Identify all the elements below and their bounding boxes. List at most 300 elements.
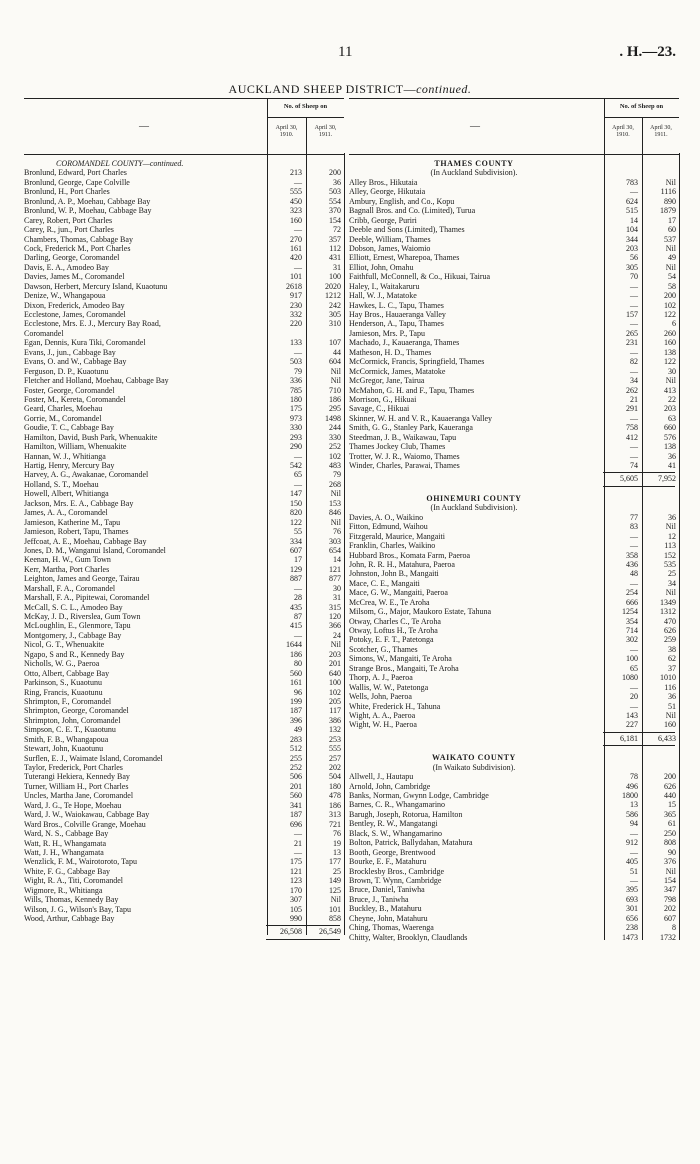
owner-name: Jackson, Mrs. E. A., Cabbage Bay: [24, 498, 134, 508]
sheep-1911: 116: [664, 682, 676, 692]
owner-name: Hubbard Bros., Komata Farm, Paeroa: [349, 550, 471, 560]
sheep-1910: 14: [630, 215, 638, 225]
sheep-1911: 58: [668, 281, 676, 291]
owner-name: Davies, A. O., Waikino: [349, 512, 424, 522]
table-row: [24, 310, 344, 319]
owner-name: Scotcher, G., Thames: [349, 644, 418, 654]
table-row: [24, 537, 344, 546]
sheep-1911: 1312: [660, 607, 676, 617]
owner-name: Bronlund, H., Port Charles: [24, 187, 110, 197]
owner-name: Winder, Charles, Parawai, Thames: [349, 461, 460, 470]
sheep-1910: 436: [626, 559, 638, 569]
owner-name: Booth, George, Brentwood: [349, 847, 436, 857]
sheep-1910: 344: [626, 234, 638, 244]
year-1911-header: April 30, 1911.: [650, 125, 672, 138]
table-row: [24, 452, 344, 461]
sheep-1911: 34: [668, 578, 676, 588]
owner-name: Thames Jockey Club, Thames: [349, 442, 446, 452]
table-row: [24, 272, 344, 281]
owner-name: Morrison, G., Hikuai: [349, 394, 417, 404]
sheep-1910: —: [630, 828, 638, 838]
sheep-1911: 121: [329, 564, 341, 574]
sheep-1911: 1498: [325, 413, 341, 423]
sheep-1911: 63: [668, 413, 676, 423]
table-row: [24, 895, 344, 904]
sheep-1910: 624: [626, 196, 638, 206]
sheep-1911: 242: [329, 300, 341, 310]
sheep-1910: 213: [290, 168, 302, 178]
total-rule: [349, 484, 679, 488]
owner-name: Parkinson, S., Kuaotunu: [24, 678, 102, 688]
sheep-1910: 82: [630, 357, 638, 367]
column-rule: [344, 153, 345, 935]
sheep-1910: 121: [290, 866, 302, 876]
owner-name: White, F. G., Cabbage Bay: [24, 866, 111, 876]
sheep-1911: 205: [329, 696, 341, 706]
sheep-1911: 12: [668, 531, 676, 541]
table-row: [349, 263, 679, 272]
sheep-1910: —: [294, 262, 302, 272]
sheep-1910: 78: [630, 772, 638, 782]
sheep-1911: 31: [333, 593, 341, 603]
total-row: [24, 927, 344, 936]
table-row: [24, 329, 344, 338]
table-row: [349, 673, 679, 682]
owner-name: Hay Bros., Hauaeranga Valley: [349, 310, 446, 319]
owner-name: Ching, Thomas, Waerenga: [349, 923, 434, 933]
sheep-1911: 200: [664, 291, 676, 301]
owner-name: Hamilton, William, Whenuakite: [24, 442, 127, 452]
sheep-1910: 175: [290, 404, 302, 414]
sheep-1910: —: [630, 541, 638, 551]
sheep-1910: —: [630, 644, 638, 654]
table-row: [349, 848, 679, 857]
table-row: [24, 886, 344, 895]
sheep-1910: —: [294, 829, 302, 839]
table-row: [24, 650, 344, 659]
table-row: [24, 735, 344, 744]
sheep-1910: 412: [626, 432, 638, 442]
owner-name: Wigmore, R., Whitianga: [24, 885, 103, 895]
sheep-1910: 101: [290, 272, 302, 282]
owner-name: Wight, R. A., Titi, Coromandel: [24, 876, 124, 886]
table-row: [349, 683, 679, 692]
sheep-1911: 160: [664, 720, 676, 730]
sheep-1910: —: [630, 682, 638, 692]
sheep-1911: Nil: [330, 517, 341, 527]
sheep-1911: 1732: [660, 932, 676, 942]
sheep-1910: 21: [294, 838, 302, 848]
owner-name: Nicol, G. T., Whenuakite: [24, 640, 105, 650]
owner-name: Wenzlick, F. M., Wairotoroto, Tapu: [24, 857, 137, 867]
sheep-1910: 1080: [622, 673, 638, 683]
owner-name: Dixon, Frederick, Amodeo Bay: [24, 300, 125, 310]
table-row: [24, 678, 344, 687]
sheep-1910: 203: [626, 243, 638, 253]
owner-name: Fletcher and Holland, Moehau, Cabbage Bay: [24, 376, 169, 386]
owner-name: Jones, D. M., Wanganui Island, Coromandel: [24, 545, 166, 555]
sheep-1911: 260: [664, 328, 676, 338]
owner-name: Barnes, C. R., Whangamarino: [349, 800, 446, 810]
sheep-1910: 607: [290, 545, 302, 555]
sheep-1910: 133: [290, 338, 302, 348]
owner-name: Marshall, F. A., Coromandel: [24, 583, 116, 593]
sheep-1911: 24: [333, 630, 341, 640]
sheep-1911: 107: [329, 338, 341, 348]
sheep-1910: 341: [290, 800, 302, 810]
sheep-1911: 654: [329, 545, 341, 555]
sheep-1911: 1212: [325, 291, 341, 301]
sheep-1910: 305: [626, 262, 638, 272]
owner-name: Strange Bros., Mangaiti, Te Aroha: [349, 663, 459, 673]
table-row: [24, 584, 344, 593]
sheep-1910: 334: [290, 536, 302, 546]
owner-name: Cheyne, John, Matahuru: [349, 913, 428, 923]
table-row: [349, 187, 679, 196]
sheep-1911: 122: [664, 357, 676, 367]
sheep-1910: —: [630, 300, 638, 310]
sheep-1910: 917: [290, 291, 302, 301]
table-row: [349, 376, 679, 385]
table-row: [349, 782, 679, 791]
table-row: [349, 513, 679, 522]
sheep-1910: 87: [294, 612, 302, 621]
table-row: [24, 829, 344, 838]
owner-name: Elliot, John, Omahu: [349, 262, 414, 272]
sheep-1911: 117: [329, 706, 341, 716]
sheep-1910: 74: [630, 461, 638, 470]
sheep-1911: 370: [329, 206, 341, 216]
sheep-1910: 28: [294, 593, 302, 603]
owner-name: Smith, F. B., Whangapoua: [24, 734, 109, 744]
table-row: [24, 688, 344, 697]
sheep-1910: 105: [290, 904, 302, 914]
sheep-1910: 415: [290, 621, 302, 631]
year-1911-header: April 30, 1911.: [314, 125, 337, 138]
sheep-1910: 990: [290, 914, 302, 923]
sheep-1910: 150: [290, 498, 302, 508]
owner-name: Wood, Arthur, Cabbage Bay: [24, 914, 115, 923]
owner-name: Hannan, W. J., Whitianga: [24, 451, 106, 461]
sheep-1911: Nil: [665, 522, 676, 532]
sheep-1910: 220: [290, 319, 302, 329]
page-number: 11: [338, 44, 353, 60]
table-row: [349, 933, 679, 942]
sheep-1911: 858: [329, 914, 341, 923]
sheep-1911: 8: [672, 923, 676, 933]
owner-name: Uncles, Martha Jane, Coromandel: [24, 791, 134, 801]
sheep-1911: 555: [329, 744, 341, 754]
owner-name: Black, S. W., Whangamarino: [349, 828, 442, 838]
sheep-1911: 154: [664, 875, 676, 885]
sheep-1910: 83: [630, 522, 638, 532]
sheep-1910: 252: [290, 763, 302, 772]
owner-name: Haley, I., Waitakaruru: [349, 281, 420, 291]
owner-name: Otway, Loftus H., Te Aroha: [349, 626, 438, 635]
table-row: [349, 664, 679, 673]
table-row: [24, 555, 344, 564]
table-row: [24, 168, 344, 177]
sheep-1910: 396: [290, 715, 302, 725]
table-row: [349, 885, 679, 894]
owner-name: Wallis, W. W., Patetonga: [349, 682, 429, 692]
sheep-1910: 560: [290, 668, 302, 678]
owner-name: Ecclestone, Mrs. E. J., Mercury Bay Road,: [24, 319, 161, 329]
county-subtitle: (In Auckland Subdivision).: [430, 503, 518, 513]
sheep-1910: 783: [626, 177, 638, 187]
sheep-1911: 431: [329, 253, 341, 263]
right-column: [349, 98, 679, 942]
sheep-1911: 41: [668, 461, 676, 470]
sheep-1910: 49: [294, 725, 302, 735]
sheep-1911: 113: [664, 541, 676, 551]
sheep-1911: 503: [329, 187, 341, 197]
table-row: [349, 800, 679, 809]
sheep-1911: 1010: [660, 673, 676, 683]
owner-name: Marshall, F. A., Pipitewai, Coromandel: [24, 593, 150, 603]
sheep-1911: 202: [664, 904, 676, 914]
sheep-1910: —: [630, 347, 638, 357]
table-row: [24, 244, 344, 253]
owner-name: Ring, Francis, Kuaotunu: [24, 687, 103, 697]
column-rule: [604, 153, 605, 940]
county-subtitle: (In Waikato Subdivision).: [432, 762, 516, 772]
total-row: [349, 474, 679, 483]
table-row: [349, 272, 679, 281]
sheep-1911: 13: [333, 847, 341, 857]
sheep-1911: 365: [664, 809, 676, 819]
table-row: [349, 876, 679, 885]
sheep-1911: 160: [664, 338, 676, 348]
sheep-1910: 973: [290, 413, 302, 423]
table-row: [349, 442, 679, 451]
sheep-1910: 330: [290, 423, 302, 433]
sheep-1911: 203: [329, 649, 341, 659]
sheep-1910: 1254: [622, 607, 638, 617]
total-1911: 26,549: [319, 927, 341, 937]
table-row: [349, 810, 679, 819]
owner-name: Henderson, A., Tapu, Thames: [349, 319, 444, 329]
table-row: [24, 282, 344, 291]
table-row: [349, 857, 679, 866]
sheep-1911: 149: [329, 876, 341, 886]
sheep-1911: 132: [329, 725, 341, 735]
owner-name: Keenan, H. W., Gum Town: [24, 555, 111, 565]
table-row: [349, 635, 679, 644]
sheep-1910: —: [630, 875, 638, 885]
sheep-1911: 76: [333, 527, 341, 537]
table-row: [24, 659, 344, 668]
owner-name: Dawson, Herbert, Mercury Island, Kuaotunu: [24, 281, 168, 291]
sheep-1910: —: [630, 281, 638, 291]
table-row: [24, 433, 344, 442]
owner-name: Denize, W., Whangapoua: [24, 291, 106, 301]
table-row: [24, 461, 344, 470]
sheep-1911: 202: [329, 763, 341, 772]
table-row: [24, 640, 344, 649]
column-rule: [642, 153, 643, 940]
table-row: [24, 820, 344, 829]
owner-name: Goudie, T. C., Cabbage Bay: [24, 423, 114, 433]
table-row: [349, 386, 679, 395]
sheep-1911: 60: [668, 225, 676, 235]
sheep-1911: 49: [668, 253, 676, 263]
sheep-1910: 56: [630, 253, 638, 263]
sheep-1910: 293: [290, 432, 302, 442]
sheep-1911: 250: [664, 828, 676, 838]
sheep-1911: 253: [329, 734, 341, 744]
owner-name: Surflen, E. J., Waimate Island, Coromandel: [24, 753, 163, 763]
owner-name: Deeble and Sons (Limited), Thames: [349, 225, 465, 235]
sheep-1911: 2020: [325, 281, 341, 291]
sheep-1910: 262: [626, 385, 638, 395]
sheep-1910: 94: [630, 819, 638, 829]
owner-name: Taylor, Frederick, Port Charles: [24, 763, 123, 772]
page-heading: [0, 82, 700, 97]
sheep-1910: 820: [290, 508, 302, 518]
sheep-1911: Nil: [330, 895, 341, 905]
sheep-1910: 512: [290, 744, 302, 754]
table-row: [24, 565, 344, 574]
owner-name: Alley, George, Hikutaia: [349, 187, 426, 197]
table-row: [349, 338, 679, 347]
table-row: [349, 423, 679, 432]
sheep-1911: 607: [664, 913, 676, 923]
owner-name: Geard, Charles, Moehau: [24, 404, 103, 414]
owner-name: Matheson, H. D., Thames: [349, 347, 432, 357]
sheep-1911: 710: [329, 385, 341, 395]
sheep-1911: 1116: [660, 187, 676, 197]
year-1910-header: April 30, 1910.: [275, 125, 298, 138]
sheep-1911: 386: [329, 715, 341, 725]
sheep-1910: 503: [290, 357, 302, 367]
owner-name: Mace, G. W., Mangaiti, Paeroa: [349, 588, 448, 598]
sheep-1910: 323: [290, 206, 302, 216]
sheep-1911: 112: [329, 243, 341, 253]
table-row: [24, 376, 344, 385]
sheep-1911: 102: [664, 300, 676, 310]
sheep-1911: 25: [333, 866, 341, 876]
owner-name: McCormick, James, Matatoke: [349, 366, 446, 376]
owner-name: Darling, George, Coromandel: [24, 253, 120, 263]
table-row: [24, 319, 344, 328]
table-row: [349, 367, 679, 376]
sheep-1911: 303: [329, 536, 341, 546]
owner-name: Otway, Charles C., Te Aroha: [349, 616, 441, 626]
owner-name: Bruce, J., Taniwha: [349, 894, 409, 904]
sheep-1910: —: [630, 291, 638, 301]
table-row: [24, 357, 344, 366]
owner-name: Banks, Norman, Gwynn Lodge, Cambridge: [349, 791, 489, 800]
sheep-1911: 357: [329, 234, 341, 244]
table-row: [24, 782, 344, 791]
sheep-1910: 186: [290, 649, 302, 659]
heading-continued: continued.: [416, 82, 472, 96]
owner-name: Alley Bros., Hikutaia: [349, 177, 418, 187]
owner-name: McGregor, Jane, Tairua: [349, 376, 425, 386]
owner-name: Montgomery, J., Cabbage Bay: [24, 630, 122, 640]
sheep-1910: —: [630, 187, 638, 197]
table-row: [349, 702, 679, 711]
sheep-1910: 160: [290, 215, 302, 225]
owner-name: Watt, J. H., Whangamata: [24, 847, 104, 857]
owner-name: Bronlund, Edward, Port Charles: [24, 168, 127, 178]
table-row: [349, 607, 679, 616]
owner-name: Ward, J. G., Te Hope, Moehau: [24, 800, 122, 810]
table-row: [24, 697, 344, 706]
owner-name: Wills, Thomas, Kennedy Bay: [24, 895, 119, 905]
owner-name: Harvey, A. G., Awakanae, Coromandel: [24, 470, 149, 480]
sheep-1910: 175: [290, 857, 302, 867]
sheep-1910: 496: [626, 781, 638, 791]
sheep-1910: —: [630, 701, 638, 711]
county-subtitle: (In Auckland Subdivision).: [430, 168, 518, 178]
owner-name: Dobson, James, Waiomio: [349, 243, 431, 253]
sheep-1911: 1879: [660, 206, 676, 216]
table-row: [349, 197, 679, 206]
table-row: [24, 367, 344, 376]
table-row: [24, 489, 344, 498]
total-rule: [24, 937, 344, 941]
table-row: [24, 386, 344, 395]
sheep-1911: 200: [329, 168, 341, 178]
sheep-1911: 504: [329, 772, 341, 782]
owner-name: Trotter, W. J. R., Waiomo, Thames: [349, 451, 460, 461]
sheep-1911: 203: [664, 404, 676, 414]
owner-name: Bourke, E. F., Matahuru: [349, 857, 427, 867]
table-row: [24, 423, 344, 432]
owner-name: Carey, R., jun., Port Charles: [24, 225, 114, 235]
table-row: [24, 470, 344, 479]
sheep-1910: —: [294, 225, 302, 235]
sheep-1911: 122: [664, 310, 676, 319]
sheep-1910: —: [294, 451, 302, 461]
table-row: [349, 235, 679, 244]
sheep-1910: 254: [626, 588, 638, 598]
sheep-1910: 307: [290, 895, 302, 905]
sheep-1910: 336: [290, 376, 302, 386]
sheep-1910: 199: [290, 696, 302, 706]
owner-name: Cribb, George, Puriri: [349, 215, 417, 225]
sheep-1911: Nil: [665, 177, 676, 187]
sheep-1910: 542: [290, 461, 302, 470]
table-row: [349, 772, 679, 781]
sheep-1911: 90: [668, 847, 676, 857]
sheep-1910: 714: [626, 626, 638, 635]
sheep-1910: 187: [290, 706, 302, 716]
sheep-1911: 101: [329, 904, 341, 914]
owner-name: McCormick, Francis, Springfield, Thames: [349, 357, 485, 367]
owner-name: Egan, Dennis, Kura Tiki, Coromandel: [24, 338, 146, 348]
table-row: [24, 754, 344, 763]
table-row: [349, 301, 679, 310]
table-row: [24, 263, 344, 272]
sheep-1911: 483: [329, 461, 341, 470]
sheep-1910: 34: [630, 376, 638, 386]
owner-name: Deeble, William, Thames: [349, 234, 431, 244]
owner-name: Wells, John, Paeroa: [349, 692, 412, 702]
sheep-1911: 100: [329, 272, 341, 282]
owner-name: McMahon, G. H. and F., Tapu, Thames: [349, 385, 475, 395]
sheep-1911: 310: [329, 319, 341, 329]
owner-name: Foster, M., Kereta, Coromandel: [24, 394, 126, 404]
table-row: [24, 631, 344, 640]
table-row: [349, 178, 679, 187]
owner-name: Wight, A. A., Paeroa: [349, 710, 416, 720]
sheep-1911: 808: [664, 838, 676, 848]
table-row: [24, 791, 344, 800]
sheep-1911: 38: [668, 644, 676, 654]
